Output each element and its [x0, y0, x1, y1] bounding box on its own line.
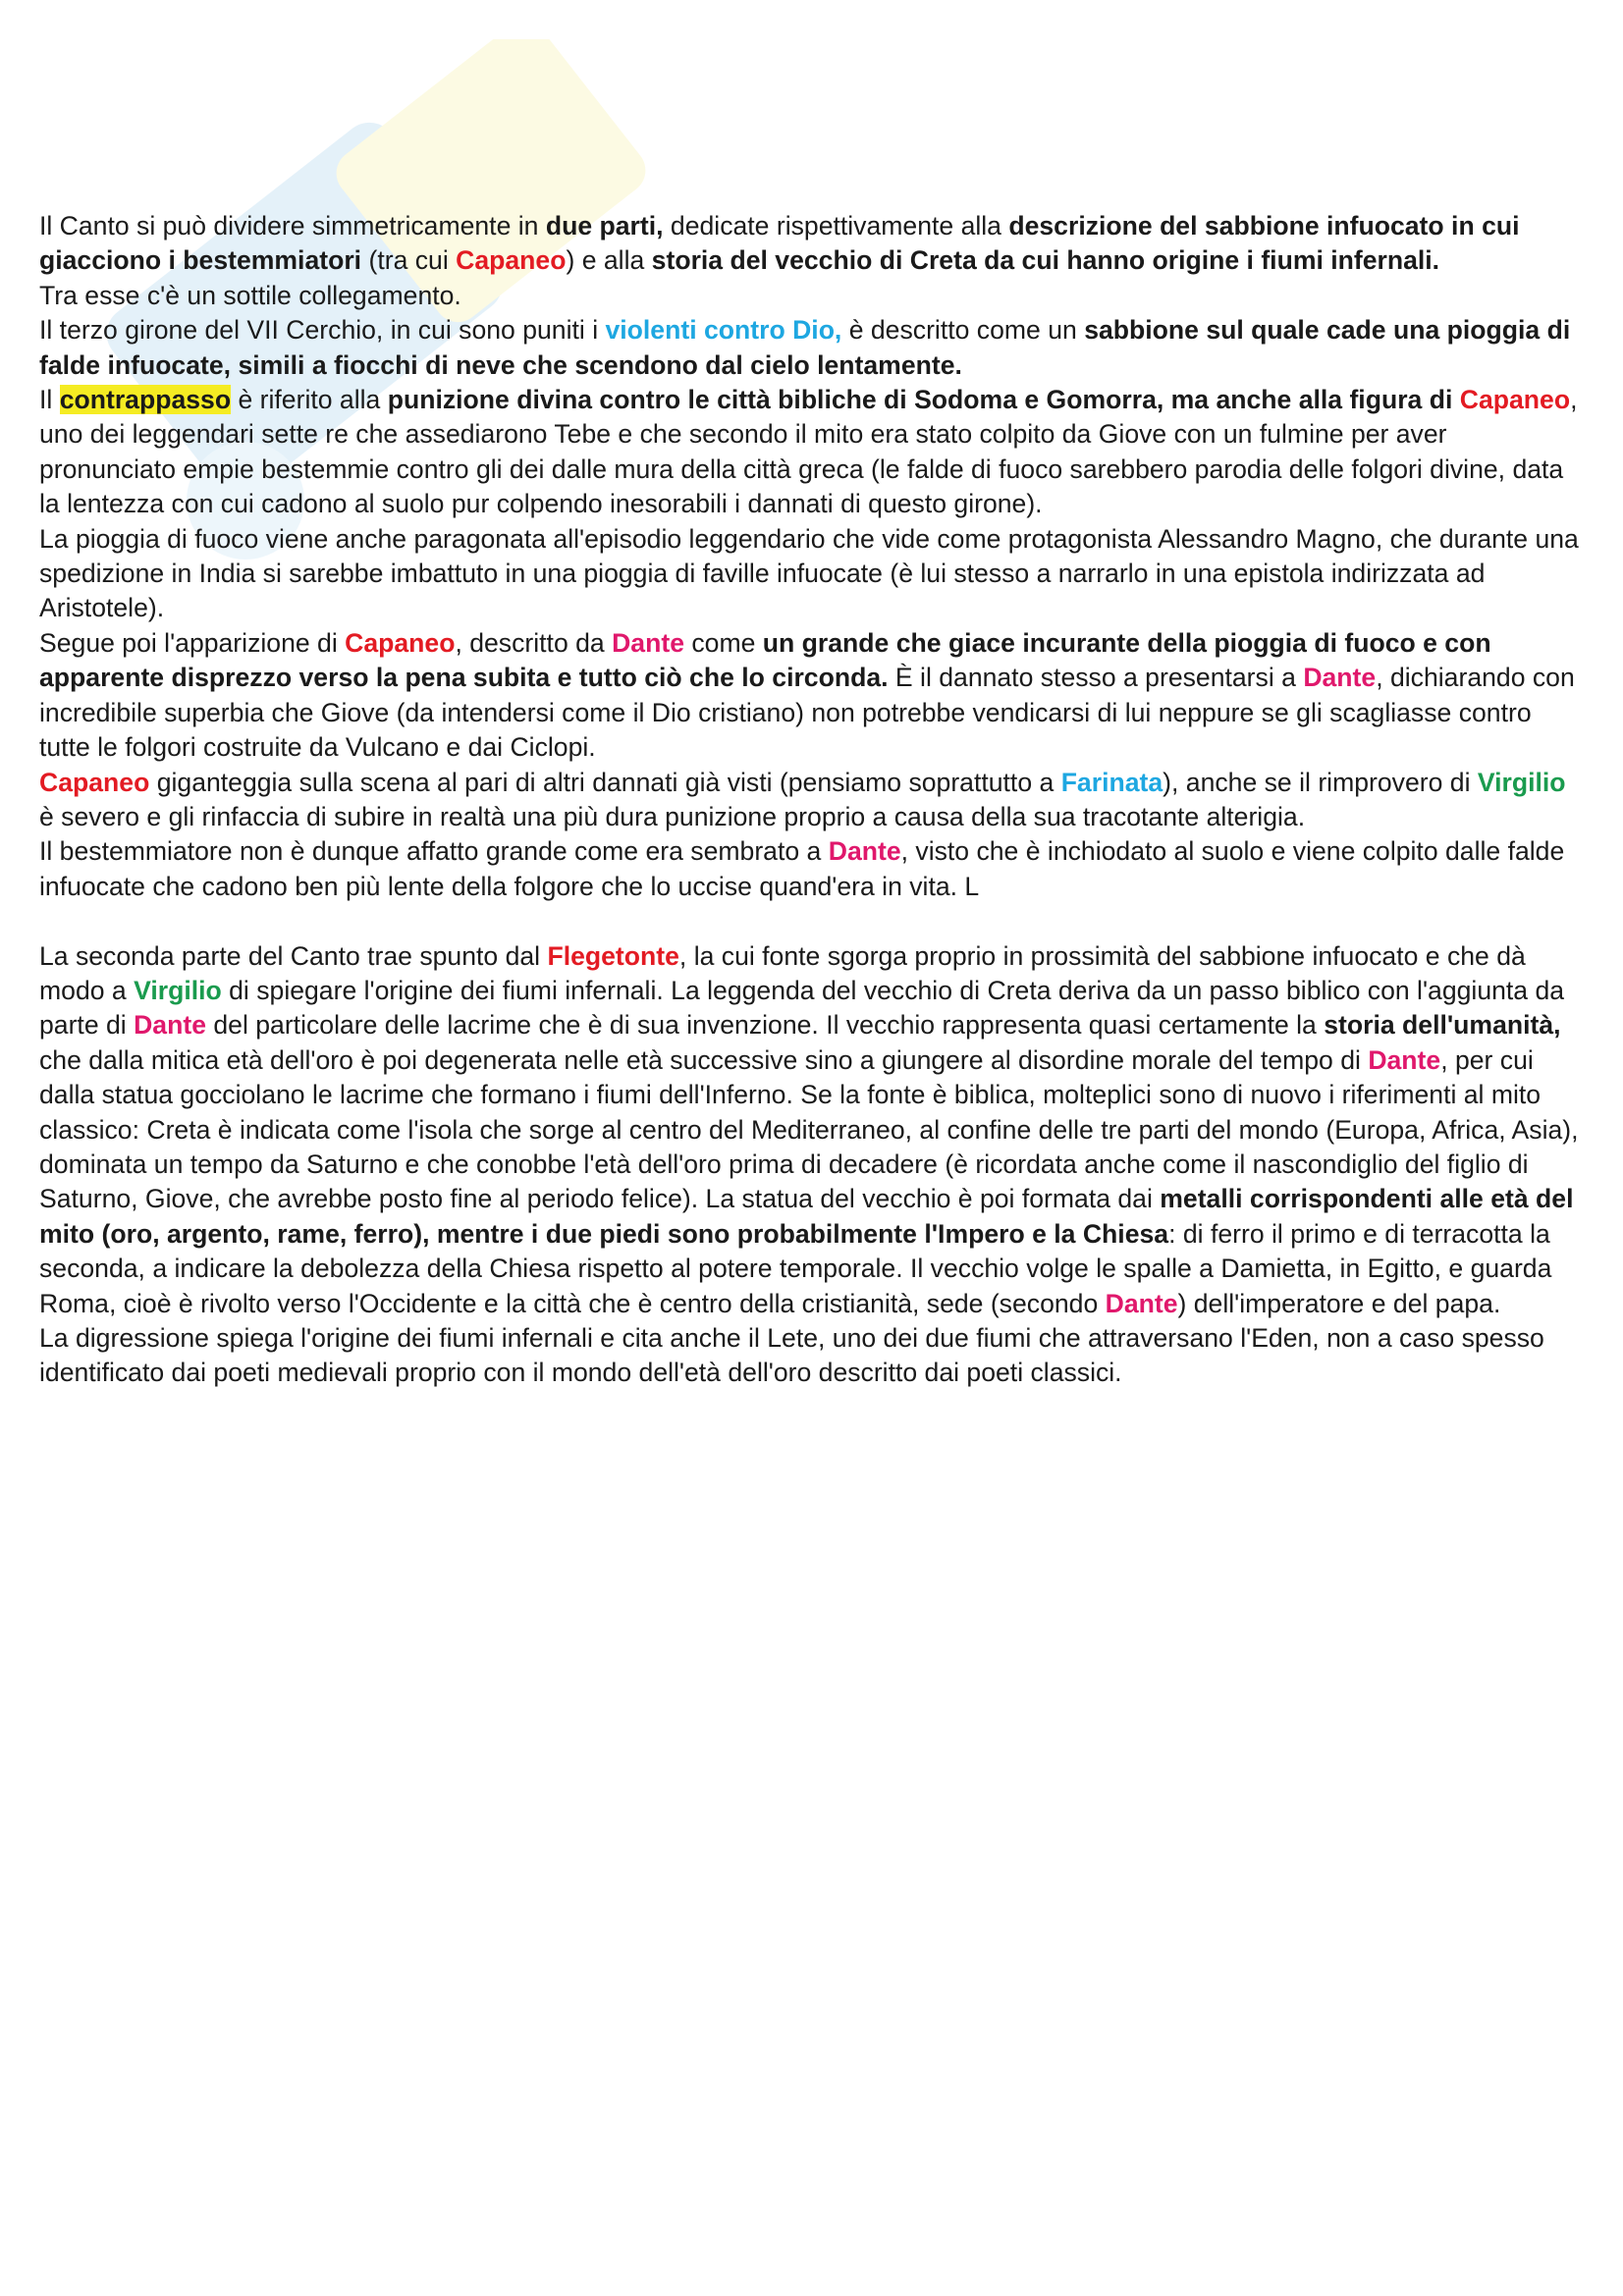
text: Segue poi l'apparizione di — [39, 627, 346, 658]
name-dante: Dante — [1368, 1044, 1441, 1075]
name-dante: Dante — [1303, 663, 1377, 693]
name-dante: Dante — [828, 836, 901, 867]
name-dante: Dante — [612, 627, 684, 658]
name-capaneo: Capaneo — [39, 767, 150, 797]
text: (tra cui — [361, 245, 457, 276]
text: , dichiarando con incredibile superbia che Giove (da intendersi come il Dio cristiano) non potrebbe vendicarsi di lui neppure se gli scagliasse contro tutte le folgori costruite da Vulcano e dai Ciclopi. — [39, 663, 1575, 763]
text: La seconda parte del Canto trae spunto dal — [39, 940, 548, 971]
highlight-contrappasso: contrappasso — [59, 385, 232, 415]
text: come — [683, 627, 763, 658]
text: , descritto da — [455, 627, 613, 658]
paragraph-capaneo — [39, 626, 1586, 766]
bold-text: due parti, — [545, 211, 664, 240]
text: Il bestemmiatore non è dunque affatto grande come era sembrato a — [39, 836, 829, 867]
bold-text: sabbione sul quale cade una pioggia di falde infuocate, simili a fiocchi di neve che scendono dal cielo lentamente. — [39, 315, 1571, 380]
paragraph-bestemmiatore — [39, 834, 1586, 904]
name-capaneo: Capaneo — [456, 245, 567, 276]
text: : di ferro il primo e di terracotta la seconda, a indicare la debolezza della Chiesa rispetto al potere temporale. Il vecchio volge le spalle a Damietta, in Egitto, e guarda Roma, cioè è rivolto verso l'Occidente e la città che è centro della cristianità, sede (secondo — [39, 1218, 1552, 1318]
text: , visto che è inchiodato al suolo e viene colpito dalle falde infuocate che cadono ben più lente della folgore che lo uccise quand'era in vita. L — [39, 836, 1565, 901]
text — [1452, 385, 1459, 414]
text: dedicate rispettivamente alla — [663, 211, 1009, 240]
text: ), anche se il rimprovero di — [1163, 767, 1478, 797]
bold-text: un grande che giace incurante della pioggia di fuoco e con apparente disprezzo verso la pena subita e tutto ciò che lo circonda. — [39, 627, 1491, 693]
text: è severo e gli rinfaccia di subire in realtà una più dura punizione proprio a causa della sua tracotante alterigia. — [39, 801, 1306, 831]
name-dante: Dante — [1105, 1288, 1178, 1318]
name-virgilio: Virgilio — [1477, 767, 1566, 797]
highlight-violenti: violenti contro Dio, — [605, 315, 842, 346]
paragraph-alessandro — [39, 522, 1586, 626]
text: è riferito alla — [231, 385, 388, 415]
paragraph-girone — [39, 313, 1586, 383]
bold-text: storia dell'umanità, — [1324, 1010, 1561, 1041]
bold-text: storia del vecchio di Creta da cui hanno origine i fiumi infernali. — [651, 245, 1440, 276]
text: , per cui dalla statua gocciolano le lacrime che formano i fiumi dell'Inferno. Se la fonte è biblica, molteplici sono di nuovo i riferimenti al mito classico: Creta è indicata come l'isola che sorge al centro del Mediterraneo, al confine delle tre parti del mondo (Europa, Africa, Asia), dominata un tempo da Saturno e che conobbe l'età dell'oro prima di decadere (è ricordata anche come il nascondiglio del figlio di Saturno, Giove, che avrebbe posto fine al periodo felice). La statua del vecchio è poi formata dai — [39, 1044, 1579, 1214]
text: La digressione spiega l'origine dei fiumi infernali e cita anche il Lete, uno dei due fiumi che attraversano l'Eden, non a caso spesso identificato dai poeti medievali proprio con il mondo dell'età dell'oro descritto dai poeti classici. — [39, 1322, 1544, 1388]
text: È il dannato stesso a presentarsi a — [888, 663, 1304, 693]
name-flegetonte: Flegetonte — [547, 940, 679, 971]
bold-text: descrizione del sabbione infuocato in cui giacciono i bestemmiatori — [39, 211, 1520, 276]
text: che dalla mitica età dell'oro è poi degenerata nelle età successive sino a giungere al disordine morale del tempo di — [39, 1044, 1369, 1075]
text: Il — [39, 385, 60, 415]
text: , la cui fonte sgorga proprio in prossimità del sabbione infuocato e che dà modo a — [39, 940, 1526, 1005]
text: Tra esse c'è un sottile collegamento. — [39, 280, 461, 310]
text: ) dell'imperatore e del papa. — [1177, 1288, 1501, 1318]
name-dante: Dante — [134, 1010, 206, 1041]
text: è descritto come un — [841, 315, 1085, 346]
paragraph-seconda-parte — [39, 939, 1586, 1321]
name-capaneo: Capaneo — [345, 627, 456, 658]
text: di spiegare l'origine dei fiumi infernali. La leggenda del vecchio di Creta deriva da un passo biblico con l'aggiunta da parte di — [39, 975, 1565, 1041]
text: , uno dei leggendari sette re che assediarono Tebe e che secondo il mito era stato colpito da Giove con un fulmine per aver pronunciato empie bestemmie contro gli dei dalle mura della città greca (le falde di fuoco sarebbero parodia delle folgori divine, data la lentezza con cui cadono al suolo pur colpendo inesorabili i dannati di questo girone). — [39, 385, 1578, 519]
text: Il Canto si può dividere simmetricamente in — [39, 211, 546, 240]
text: Il terzo girone del VII Cerchio, in cui sono puniti i — [39, 315, 606, 346]
text: La pioggia di fuoco viene anche paragonata all'episodio leggendario che vide come protagonista Alessandro Magno, che durante una spedizione in India si sarebbe imbattuto in una pioggia di faville infuocate (è lui stesso a narrarlo in una epistola indirizzata ad Aristotele). — [39, 523, 1579, 623]
paragraph-link — [39, 279, 1586, 313]
name-capaneo: Capaneo — [1459, 385, 1571, 415]
paragraph-contrappasso — [39, 383, 1586, 522]
paragraph-digressione — [39, 1321, 1586, 1391]
paragraph-intro — [39, 209, 1586, 279]
text: del particolare delle lacrime che è di sua invenzione. Il vecchio rappresenta quasi certamente la — [205, 1010, 1325, 1041]
text: giganteggia sulla scena al pari di altri dannati già visti (pensiamo soprattutto a — [149, 767, 1061, 797]
document-body — [39, 209, 1586, 1391]
bold-text: punizione divina contro le città bibliche di Sodoma e Gomorra, ma anche alla figura di — [387, 385, 1453, 415]
text: ) e alla — [566, 245, 652, 276]
name-virgilio: Virgilio — [134, 975, 222, 1005]
paragraph-giganteggia — [39, 766, 1586, 835]
name-farinata: Farinata — [1060, 767, 1163, 797]
bold-text: metalli corrispondenti alle età del mito (oro, argento, rame, ferro), mentre i due piedi sono probabilmente l'Impero e la Chiesa — [39, 1184, 1574, 1249]
